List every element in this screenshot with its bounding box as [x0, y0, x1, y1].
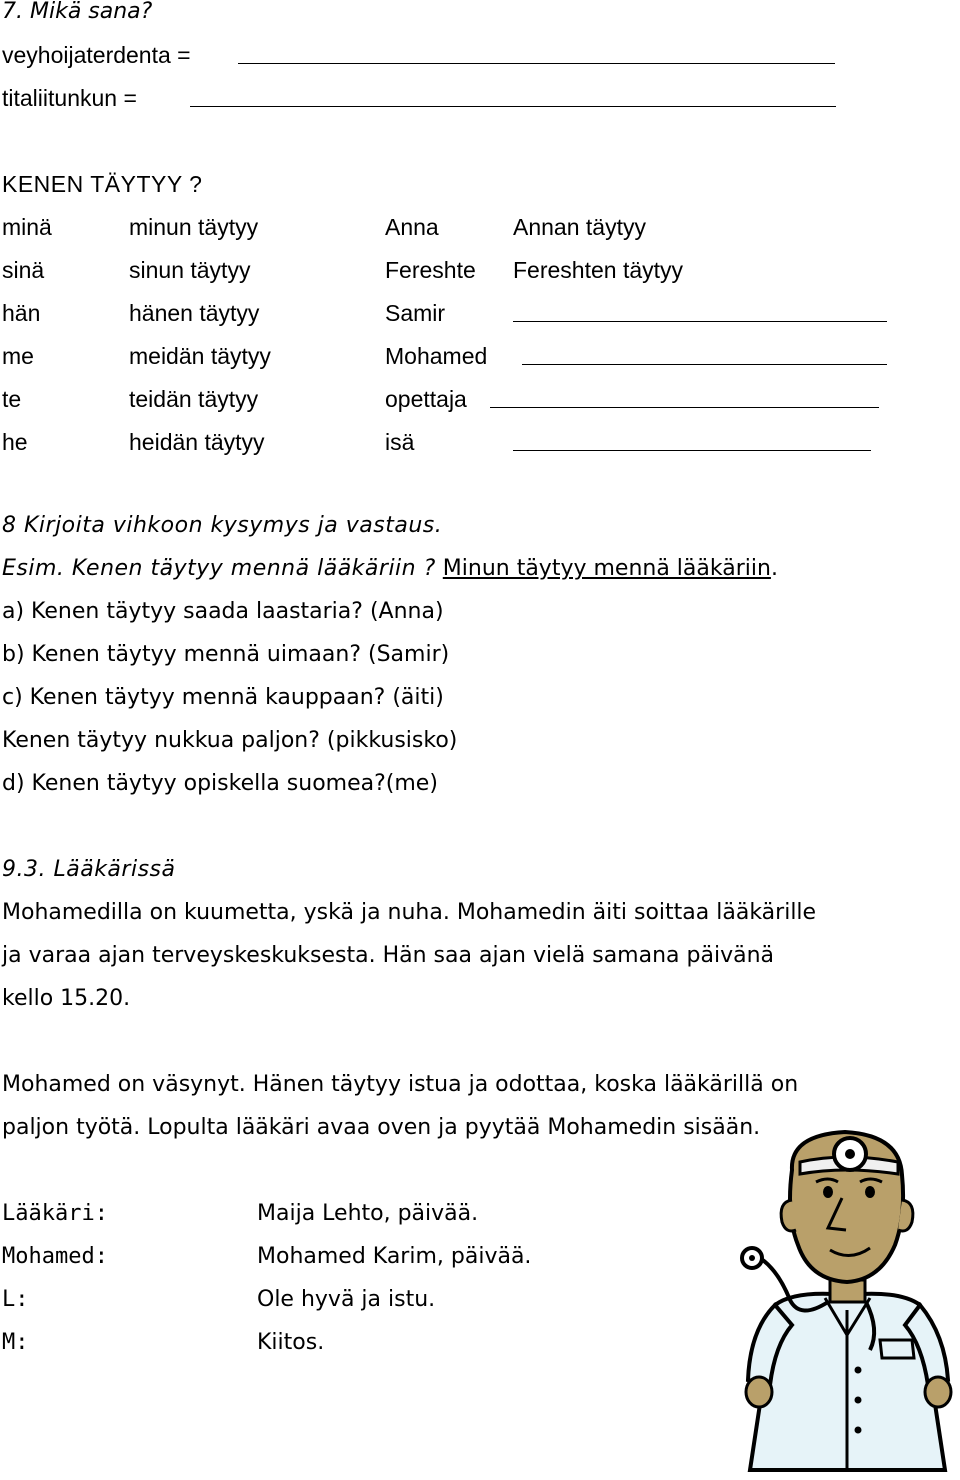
task7-answer-line-1[interactable]	[238, 63, 835, 64]
task7-item-2: titaliitunkun =	[2, 85, 137, 111]
task8-question: a) Kenen täytyy saada laastaria? (Anna)	[2, 599, 444, 624]
dialogue-line: Ole hyvä ja istu.	[257, 1287, 436, 1312]
person-name: Fereshte	[385, 257, 476, 283]
task8-question: c) Kenen täytyy mennä kauppaan? (äiti)	[2, 685, 444, 710]
pronoun-form: hänen täytyy	[129, 300, 260, 326]
dialogue-line: Mohamed Karim, päivää.	[257, 1244, 532, 1269]
paragraph-line: Mohamedilla on kuumetta, yskä ja nuha. Mohamedin äiti soittaa lääkärille	[2, 900, 817, 925]
example-end: .	[770, 556, 778, 581]
person-name: isä	[385, 429, 415, 455]
paragraph-line: paljon työtä. Lopulta lääkäri avaa oven ja pyytää Mohamedin sisään.	[2, 1115, 761, 1140]
task7-answer-line-2[interactable]	[190, 106, 836, 107]
doctor-illustration	[730, 1130, 960, 1480]
paragraph-line: ja varaa ajan terveyskeskuksesta. Hän saa ajan vielä samana päivänä	[2, 943, 774, 968]
kenen-heading: KENEN TÄYTYY ?	[2, 171, 203, 197]
task8-heading: 8 Kirjoita vihkoon kysymys ja vastaus.	[2, 513, 443, 538]
task8-question: b) Kenen täytyy mennä uimaan? (Samir)	[2, 642, 450, 667]
person-name: Mohamed	[385, 343, 488, 369]
paragraph-line: kello 15.20.	[2, 986, 131, 1011]
pronoun: sinä	[2, 257, 45, 283]
task8-question: Kenen täytyy nukkua paljon? (pikkusisko)	[2, 728, 458, 753]
person-name: opettaja	[385, 386, 467, 412]
section93-heading: 9.3. Lääkärissä	[2, 857, 176, 882]
person-name: Anna	[385, 214, 439, 240]
answer-line-isa[interactable]	[513, 450, 871, 451]
answer-line-samir[interactable]	[513, 321, 887, 322]
dialogue-line: Maija Lehto, päivää.	[257, 1201, 479, 1226]
paragraph-line: Mohamed on väsynyt. Hänen täytyy istua ja odottaa, koska lääkärillä on	[2, 1072, 799, 1097]
pronoun: te	[2, 386, 22, 412]
person-form: Annan täytyy	[513, 214, 646, 240]
pronoun-form: meidän täytyy	[129, 343, 271, 369]
pronoun: hän	[2, 300, 41, 326]
example-answer: Minun täytyy mennä lääkäriin	[442, 556, 771, 581]
dialogue-line: Kiitos.	[257, 1330, 325, 1355]
pronoun-form: heidän täytyy	[129, 429, 265, 455]
pronoun-form: teidän täytyy	[129, 386, 259, 412]
task7-heading: 7. Mikä sana?	[2, 0, 153, 24]
pronoun-form: minun täytyy	[129, 214, 259, 240]
task7-item-1: veyhoijaterdenta =	[2, 42, 191, 68]
task8-example	[2, 555, 778, 583]
dialogue-speaker: L:	[2, 1287, 29, 1312]
person-form: Fereshten täytyy	[513, 257, 684, 283]
dialogue-speaker: Mohamed:	[2, 1244, 108, 1269]
answer-line-mohamed[interactable]	[522, 364, 887, 365]
example-question: Esim. Kenen täytyy mennä lääkäriin ?	[2, 556, 436, 581]
pronoun: me	[2, 343, 34, 369]
pronoun: he	[2, 429, 28, 455]
dialogue-speaker: M:	[2, 1330, 29, 1355]
answer-line-opettaja[interactable]	[490, 407, 879, 408]
person-name: Samir	[385, 300, 446, 326]
pronoun-form: sinun täytyy	[129, 257, 251, 283]
task8-question: d) Kenen täytyy opiskella suomea?(me)	[2, 771, 438, 796]
dialogue-speaker: Lääkäri:	[2, 1201, 108, 1226]
pronoun: minä	[2, 214, 52, 240]
